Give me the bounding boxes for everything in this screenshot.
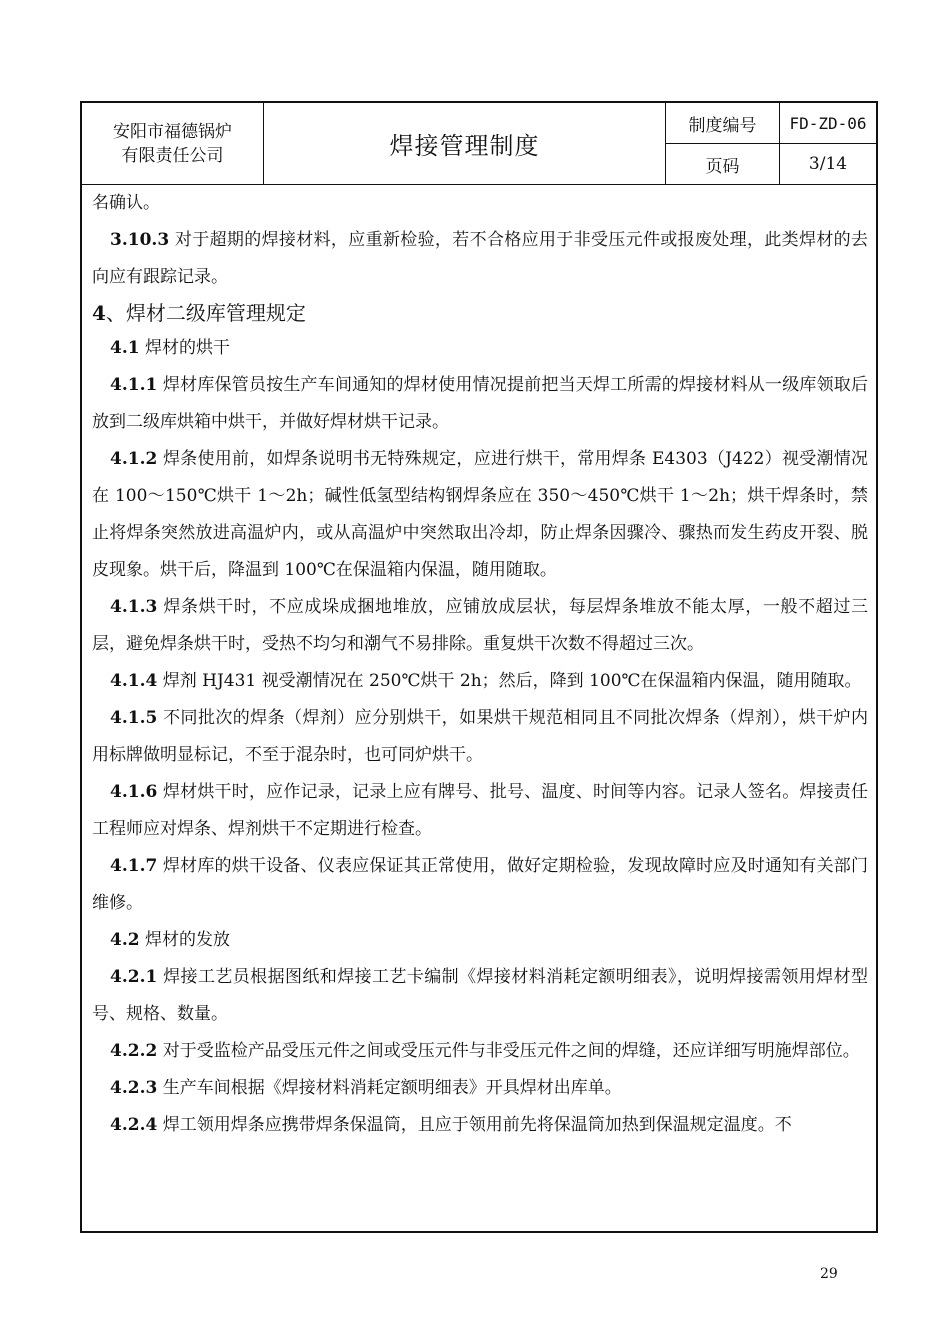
- clause-number: 4.2.1: [110, 967, 158, 987]
- clause-text: 生产车间根据《焊接材料消耗定额明细表》开具焊材出库单。: [157, 1078, 622, 1098]
- clause-number: 4.1.1: [110, 375, 158, 395]
- subsection-number: 4.1: [110, 338, 140, 358]
- paragraph-4-1-5: [92, 700, 868, 774]
- clause-number: 4.2.3: [110, 1078, 158, 1098]
- clause-text: 焊剂 HJ431 视受潮情况在 250℃烘干 2h；然后，降到 100℃在保温箱内保温，随用随取。: [157, 671, 862, 691]
- clause-number: 4.1.5: [110, 708, 158, 728]
- clause-text: 对于受监检产品受压元件之间或受压元件与非受压元件之间的焊缝，还应详细写明施焊部位。: [157, 1041, 860, 1061]
- company-line-1: 安阳市福德锅炉: [113, 121, 232, 142]
- subsection-title: 焊材的发放: [139, 930, 230, 950]
- paragraph-continuation: 名确认。: [92, 193, 160, 213]
- page-number: 29: [820, 1266, 838, 1282]
- clause-text: 焊条烘干时，不应成垛成捆地堆放，应铺放成层状，每层焊条堆放不能太厚，一般不超过三层，避免焊条烘干时，受热不均匀和潮气不易排除。重复烘干次数不得超过三次。: [92, 597, 868, 654]
- company-name: [82, 103, 264, 184]
- section-number: 4: [92, 301, 106, 325]
- paragraph-4-2-1: [92, 959, 868, 1033]
- clause-text: 焊材库的烘干设备、仪表应保证其正常使用，做好定期检验，发现故障时应及时通知有关部门维修。: [92, 856, 868, 913]
- paragraph-4-2-2: [92, 1033, 868, 1070]
- paragraph-4-1-7: [92, 848, 868, 922]
- clause-number: 4.1.2: [110, 449, 158, 469]
- clause-text: 焊条使用前，如焊条说明书无特殊规定，应进行烘干，常用焊条 E4303（J422）视受潮情况在 100～150℃烘干 1～2h；碱性低氢型结构钢焊条应在 350～450℃烘干 1～2h；烘干焊条时，禁止将焊条突然放进高温炉内，或从高温炉中突然取出冷却，防止焊条因骤冷、骤热而发生药皮开裂、脱皮现象。烘干后，降温到 100℃在保温箱内保温，随用随取。: [92, 449, 868, 580]
- section-title: 、焊材二级库管理规定: [105, 301, 306, 325]
- paragraph-4-1-2: [92, 441, 868, 589]
- clause-text: 焊工领用焊条应携带焊条保温筒，且应于领用前先将保温筒加热到保温规定温度。不: [157, 1115, 792, 1135]
- document-title: 焊接管理制度: [264, 103, 666, 184]
- clause-text: 焊材烘干时，应作记录，记录上应有牌号、批号、温度、时间等内容。记录人签名。焊接责任工程师应对焊条、焊剂烘干不定期进行检查。: [92, 782, 868, 839]
- paragraph-3-10-3: [92, 222, 868, 296]
- subsection-title: 焊材的烘干: [139, 338, 230, 358]
- doc-number-value: FD-ZD-06: [780, 103, 876, 144]
- paragraph-4-2-3: [92, 1070, 868, 1107]
- clause-text: 对于超期的焊接材料，应重新检验，若不合格应用于非受压元件或报废处理，此类焊材的去向应有跟踪记录。: [92, 230, 868, 287]
- doc-number-label: 制度编号: [666, 103, 780, 144]
- clause-number: 4.2.2: [110, 1041, 158, 1061]
- document-frame: [80, 101, 878, 1233]
- paragraph-4-1-3: [92, 589, 868, 663]
- subsection-number: 4.2: [110, 930, 140, 950]
- paragraph-4-1-1: [92, 367, 868, 441]
- clause-number: 4.1.3: [110, 597, 158, 617]
- paragraph-4-2-4: [92, 1107, 868, 1144]
- company-line-2: 有限责任公司: [121, 145, 224, 166]
- document-body: [92, 185, 868, 1144]
- clause-number: 4.1.4: [110, 671, 158, 691]
- page-value: 3/14: [808, 154, 848, 174]
- clause-number: 3.10.3: [110, 230, 170, 250]
- paragraph-4-1-6: [92, 774, 868, 848]
- clause-number: 4.1.6: [110, 782, 158, 802]
- header-table: [82, 103, 876, 185]
- subsection-4-1: [92, 330, 868, 367]
- clause-number: 4.1.7: [110, 856, 158, 876]
- clause-text: 焊接工艺员根据图纸和焊接工艺卡编制《焊接材料消耗定额明细表》，说明焊接需领用焊材型号、规格、数量。: [92, 967, 868, 1024]
- section-heading-4: [92, 296, 868, 330]
- clause-text: 不同批次的焊条（焊剂）应分别烘干，如果烘干规范相同且不同批次焊条（焊剂），烘干炉内用标牌做明显标记，不至于混杂时，也可同炉烘干。: [92, 708, 868, 765]
- clause-text: 焊材库保管员按生产车间通知的焊材使用情况提前把当天焊工所需的焊接材料从一级库领取后放到二级库烘箱中烘干，并做好焊材烘干记录。: [92, 375, 868, 432]
- page-label: 页码: [666, 144, 780, 184]
- paragraph-4-1-4: [92, 663, 868, 700]
- subsection-4-2: [92, 922, 868, 959]
- clause-number: 4.2.4: [110, 1115, 158, 1135]
